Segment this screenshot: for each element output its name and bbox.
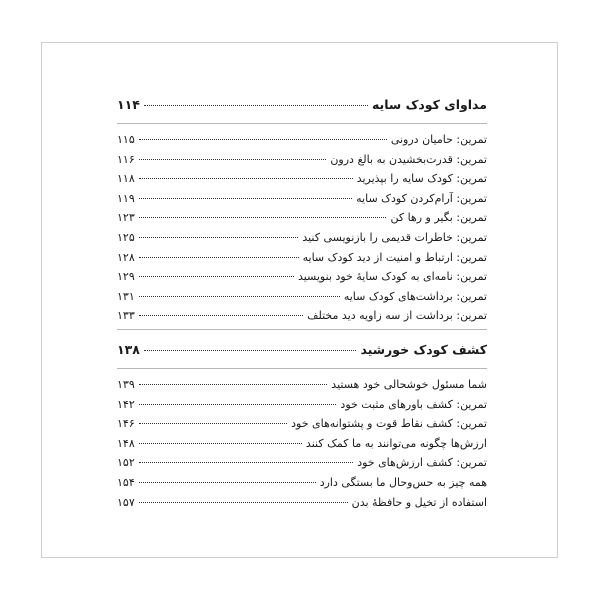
- dot-leader: [139, 443, 302, 444]
- table-of-contents: [117, 89, 487, 512]
- entry-page-number: ۱۲۹: [117, 270, 135, 284]
- dot-leader: [139, 178, 353, 179]
- section-divider: [117, 368, 487, 369]
- toc-entry[interactable]: [117, 375, 487, 395]
- dot-leader: [139, 502, 348, 503]
- dot-leader: [139, 257, 299, 258]
- dot-leader: [139, 384, 328, 385]
- entry-title: تمرین: کشف باورهای مثبت خود: [340, 397, 487, 411]
- entry-title: تمرین: کشف ارزش‌های خود: [357, 456, 487, 470]
- entry-title: تمرین: نامه‌ای به کودک سایهٔ خود بنویسید: [297, 270, 487, 284]
- dot-leader: [139, 315, 303, 316]
- section-header[interactable]: [117, 89, 487, 121]
- entry-title: تمرین: حامیان درونی: [390, 133, 487, 146]
- dot-leader: [139, 237, 299, 238]
- entry-title: ارزش‌ها چگونه می‌توانند به ما کمک کنند: [305, 436, 487, 450]
- toc-entry[interactable]: [117, 306, 487, 326]
- entry-page-number: ۱۱۶: [117, 152, 135, 166]
- toc-entry[interactable]: [117, 228, 487, 248]
- entry-page-number: ۱۳۱: [117, 289, 135, 303]
- toc-entry[interactable]: [117, 169, 487, 189]
- section-title: کشف کودک خورشید: [360, 341, 487, 357]
- entry-page-number: ۱۱۸: [117, 172, 135, 186]
- entry-title: همه چیز به حس‌وحال ما بستگی دارد: [319, 475, 487, 489]
- dot-leader: [139, 404, 337, 405]
- entry-page-number: ۱۱۹: [117, 191, 135, 205]
- dot-leader: [139, 159, 327, 160]
- entry-title: تمرین: ارتباط و امنیت از دید کودک سایه: [302, 250, 487, 264]
- entry-page-number: ۱۳۹: [117, 377, 135, 391]
- section-title: مداوای کودک سایه: [371, 97, 487, 112]
- toc-entry[interactable]: [117, 189, 487, 209]
- dot-leader: [139, 423, 287, 424]
- section-page-number: ۱۳۸: [117, 341, 140, 357]
- toc-entry[interactable]: [117, 248, 487, 268]
- dot-leader: [139, 296, 340, 297]
- dot-leader: [139, 217, 387, 218]
- entry-page-number: ۱۲۳: [117, 211, 135, 225]
- section-divider: [117, 329, 487, 330]
- entry-page-number: ۱۳۳: [117, 309, 135, 323]
- toc-entry[interactable]: [117, 473, 487, 493]
- entry-page-number: ۱۲۵: [117, 230, 135, 244]
- toc-entry[interactable]: [117, 267, 487, 287]
- entry-page-number: ۱۱۵: [117, 133, 135, 146]
- entry-title: تمرین: کشف نقاط قوت و پشتوانه‌های خود: [291, 417, 487, 431]
- toc-entry[interactable]: [117, 453, 487, 473]
- entry-title: تمرین: کودک سایه را بپذیرید: [356, 172, 487, 186]
- entry-title: تمرین: آرام‌کردن کودک سایه: [356, 191, 487, 205]
- dot-leader: [139, 198, 352, 199]
- toc-entry[interactable]: [117, 395, 487, 415]
- entry-page-number: ۱۴۲: [117, 397, 135, 411]
- entry-page-number: ۱۵۲: [117, 456, 135, 470]
- dot-leader: [144, 350, 357, 351]
- toc-entry[interactable]: [117, 414, 487, 434]
- toc-entry[interactable]: [117, 493, 487, 513]
- toc-entry[interactable]: [117, 434, 487, 454]
- toc-entry[interactable]: [117, 287, 487, 307]
- entry-title: شما مسئول خوشحالی خود هستید: [331, 377, 487, 391]
- entry-page-number: ۱۵۷: [117, 495, 135, 509]
- entry-title: تمرین: قدرت‌بخشیدن به بالغ درون: [330, 152, 487, 166]
- entry-title: تمرین: بگیر و رها کن: [390, 211, 487, 225]
- entry-page-number: ۱۴۶: [117, 417, 135, 431]
- dot-leader: [139, 482, 316, 483]
- entry-page-number: ۱۴۸: [117, 436, 135, 450]
- entry-page-number: ۱۲۸: [117, 250, 135, 264]
- dot-leader: [139, 276, 294, 277]
- section-divider: [117, 123, 487, 124]
- toc-entry[interactable]: [117, 130, 487, 150]
- entry-title: استفاده از تخیل و حافظهٔ بدن: [351, 495, 487, 509]
- dot-leader: [139, 139, 387, 140]
- entry-page-number: ۱۵۴: [117, 475, 135, 489]
- dot-leader: [144, 105, 368, 106]
- entry-title: تمرین: برداشت از سه زاویه دید مختلف: [307, 309, 487, 323]
- section-header[interactable]: [117, 334, 487, 366]
- entry-title: تمرین: خاطرات قدیمی را بازنویسی کنید: [302, 230, 487, 244]
- entry-title: تمرین: برداشت‌های کودک سایه: [343, 289, 487, 303]
- section-page-number: ۱۱۴: [117, 97, 140, 112]
- toc-entry[interactable]: [117, 208, 487, 228]
- dot-leader: [139, 462, 353, 463]
- toc-entry[interactable]: [117, 150, 487, 170]
